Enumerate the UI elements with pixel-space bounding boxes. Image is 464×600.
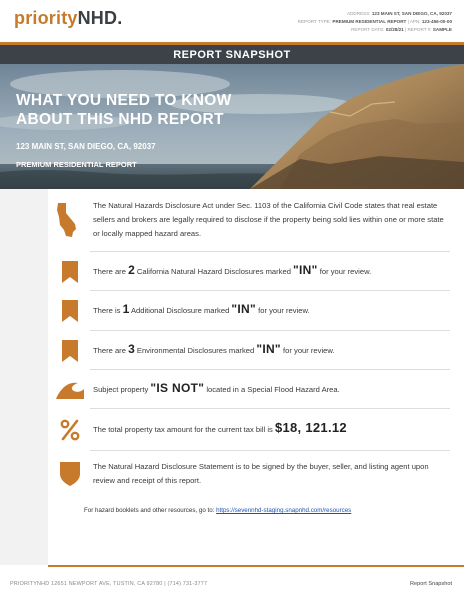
page-header bbox=[0, 0, 464, 42]
ca-post: for your review. bbox=[319, 267, 372, 276]
env-mid: Environmental Disclosures marked bbox=[136, 346, 255, 355]
report-type-value: PREMIUM RESIDENTIAL REPORT bbox=[332, 19, 407, 25]
hero-title-line-1: WHAT YOU NEED TO KNOW bbox=[16, 92, 232, 109]
meta-type-line: REPORT TYPE: PREMIUM RESIDENTIAL REPORT | APN: 123-456-00-00 bbox=[297, 19, 452, 25]
accent-divider bbox=[48, 565, 464, 567]
report-type-label: REPORT TYPE: bbox=[297, 19, 332, 25]
ca-flag: "IN" bbox=[293, 263, 318, 277]
environmental-disclosures-text bbox=[93, 342, 452, 358]
flood-flag: "IS NOT" bbox=[150, 381, 205, 395]
sign-statement-text: The Natural Hazard Disclosure Statement is to be signed by the buyer, seller, and listing agent upon review and receipt of this report. bbox=[93, 462, 429, 485]
hero-title-line-2: ABOUT THIS NHD REPORT bbox=[16, 111, 224, 128]
address-value: 123 MAIN ST, SAN DIEGO, CA, 92037 bbox=[371, 11, 452, 16]
meta-address-line bbox=[298, 10, 452, 18]
hero-banner bbox=[0, 64, 464, 189]
tax-amount: $18, 121.12 bbox=[274, 420, 347, 435]
env-count: 3 bbox=[128, 342, 135, 356]
add-mid: Additional Disclosure marked bbox=[130, 306, 230, 315]
bookmark-icon bbox=[62, 261, 78, 283]
apn-label: APN: bbox=[409, 19, 421, 25]
report-number-value: SAMPLE bbox=[432, 27, 452, 33]
ca-disclosures-row bbox=[48, 259, 464, 287]
env-post: for your review. bbox=[283, 346, 335, 355]
flood-zone-text bbox=[93, 381, 452, 397]
property-tax-text bbox=[93, 421, 452, 437]
add-count: 1 bbox=[122, 302, 130, 316]
hero-report-type: PREMIUM RESIDENTIAL REPORT bbox=[16, 160, 137, 169]
additional-disclosures-row bbox=[48, 298, 464, 326]
meta-date-line: REPORT DATE: 02/28/21 | REPORT #: SAMPLE bbox=[351, 27, 452, 33]
footer-page-label: Report Snapshot bbox=[410, 581, 452, 587]
resources-link[interactable]: https://sevennhd-staging.snapnhd.com/resources bbox=[216, 507, 352, 514]
divider bbox=[90, 408, 450, 409]
report-date-label: REPORT DATE: bbox=[351, 27, 385, 33]
divider bbox=[90, 369, 450, 370]
divider bbox=[90, 251, 450, 252]
shield-icon bbox=[60, 462, 80, 486]
report-snapshot-titlebar bbox=[0, 42, 464, 64]
wave-icon bbox=[56, 381, 84, 399]
ca-pre: There are bbox=[93, 267, 126, 276]
env-flag: "IN" bbox=[256, 342, 281, 356]
logo-text-priority: priority bbox=[14, 8, 78, 28]
flood-post: located in a Special Flood Hazard Area. bbox=[206, 385, 340, 394]
report-date-value: 02/28/21 bbox=[385, 27, 404, 33]
intro-row bbox=[48, 199, 464, 245]
page-title: REPORT SNAPSHOT bbox=[173, 48, 291, 61]
intro-text: The Natural Hazards Disclosure Act under Sec. 1103 of the California Civil Code states that real estate sellers and brokers are legally required to disclose if the property being sold lies within one or more state or locally mapped hazard areas. bbox=[93, 201, 444, 238]
divider bbox=[90, 330, 450, 331]
sign-statement-row bbox=[48, 460, 464, 492]
environmental-disclosures-row bbox=[48, 338, 464, 366]
bookmark-icon bbox=[62, 300, 78, 322]
report-meta bbox=[298, 10, 452, 35]
flood-zone-row bbox=[48, 377, 464, 405]
percent-icon bbox=[60, 419, 80, 441]
add-flag: "IN" bbox=[231, 302, 257, 316]
california-map-icon bbox=[56, 202, 78, 238]
content-side-strip bbox=[0, 189, 48, 565]
divider bbox=[90, 290, 450, 291]
resources-line bbox=[84, 507, 351, 514]
ca-disclosures-text bbox=[93, 263, 452, 279]
property-tax-row bbox=[48, 417, 464, 445]
tax-pre: The total property tax amount for the current tax bill is bbox=[93, 425, 273, 434]
address-label: ADDRESS: bbox=[347, 11, 371, 16]
hero-title bbox=[16, 91, 232, 129]
footer-company-info: PRIORITYNHD 12651 NEWPORT AVE, TUSTIN, CA 92780 | (714) 731-3777 bbox=[10, 581, 208, 587]
bookmark-icon bbox=[62, 340, 78, 362]
ca-count: 2 bbox=[128, 263, 135, 277]
resources-text: For hazard booklets and other resources, go to: bbox=[84, 507, 215, 514]
add-pre: There is bbox=[93, 306, 121, 315]
apn-value: 123-456-00-00 bbox=[421, 19, 452, 25]
hero-address: 123 MAIN ST, SAN DIEGO, CA, 92037 bbox=[16, 142, 156, 151]
env-pre: There are bbox=[93, 346, 126, 355]
divider bbox=[90, 450, 450, 451]
additional-disclosures-text bbox=[93, 302, 452, 318]
report-number-label: REPORT #: bbox=[407, 27, 432, 33]
logo-text-nhd: NHD. bbox=[77, 8, 123, 28]
priority-nhd-logo bbox=[14, 8, 122, 29]
flood-pre: Subject property bbox=[93, 385, 149, 394]
ca-mid: California Natural Hazard Disclosures marked bbox=[136, 267, 291, 276]
add-post: for your review. bbox=[258, 306, 310, 315]
